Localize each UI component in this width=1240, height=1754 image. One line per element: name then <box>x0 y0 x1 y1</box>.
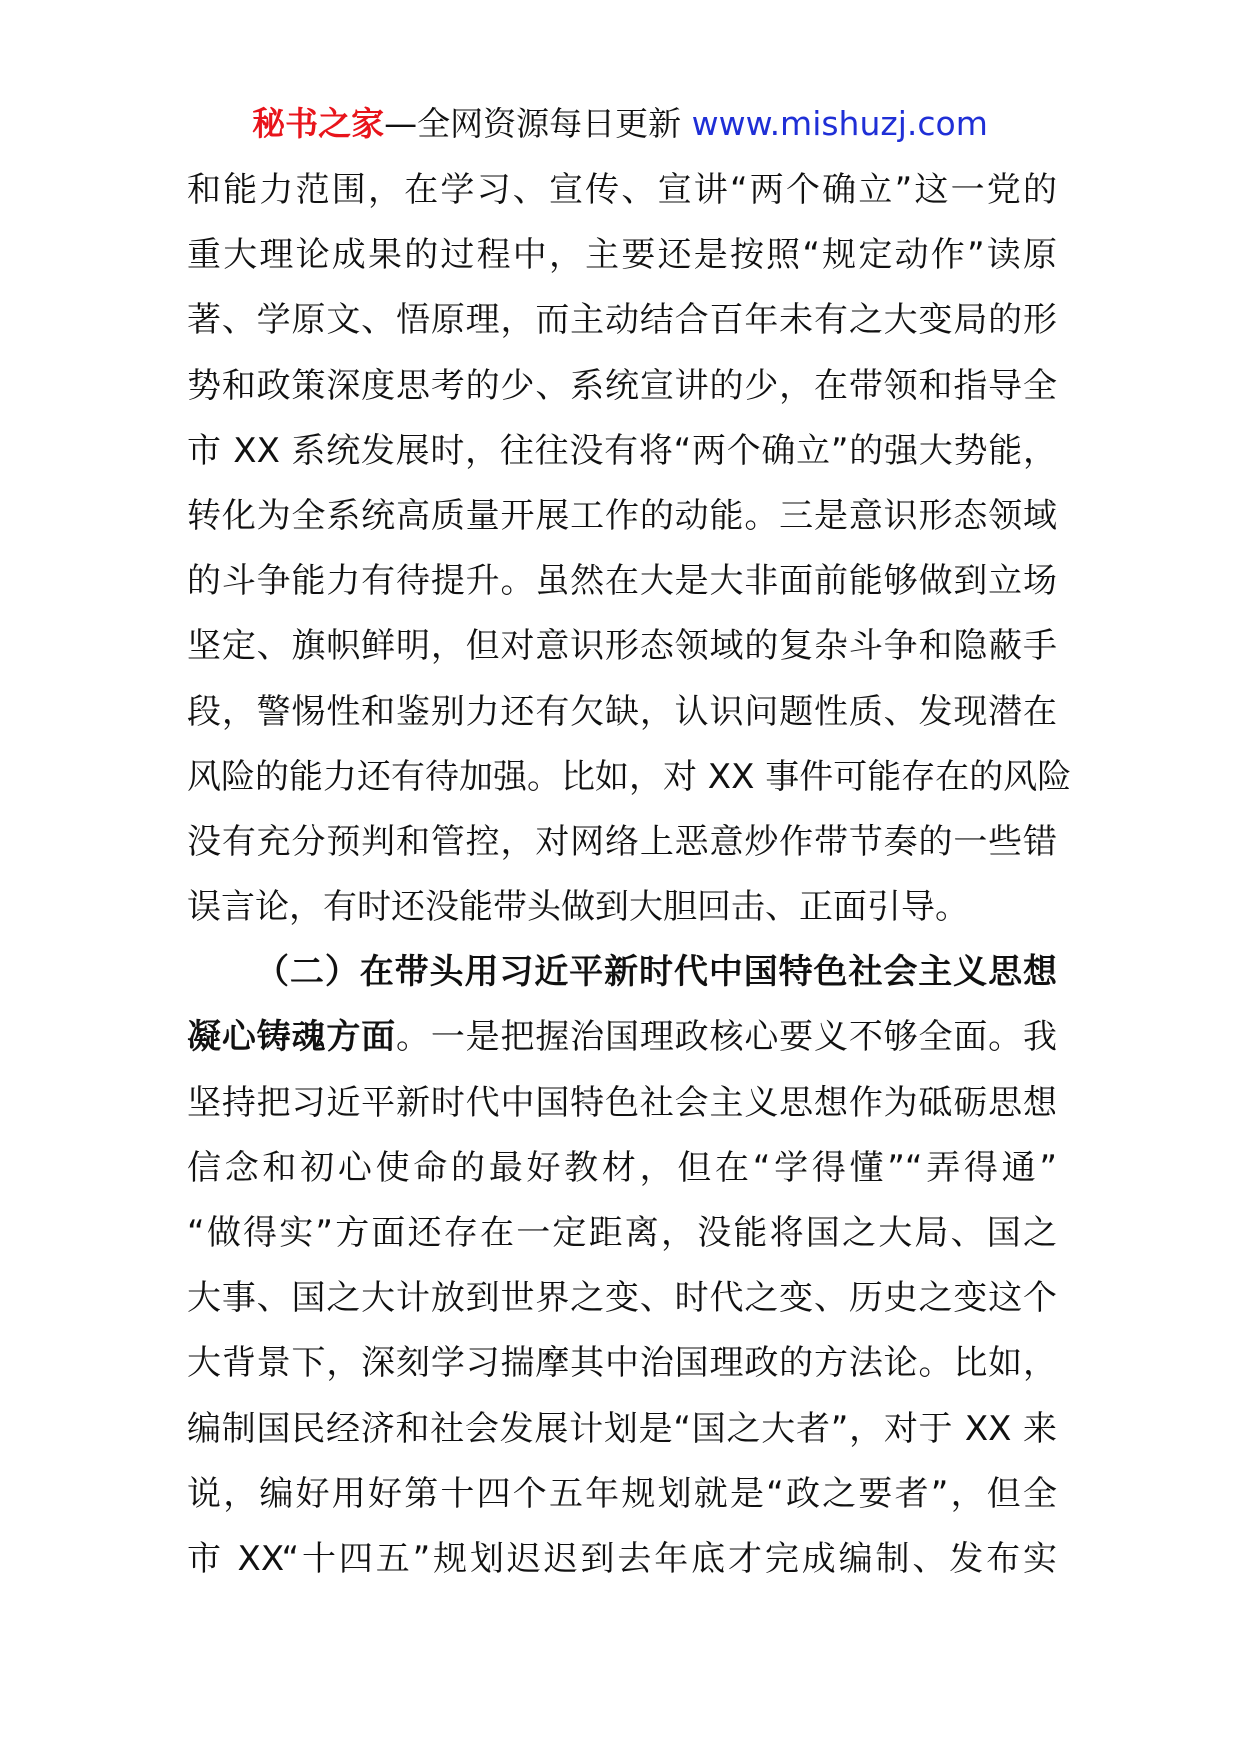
site-brand: 秘书之家 <box>252 104 385 143</box>
text-line: 著、学原文、悟原理，而主动结合百年未有之大变局的形 <box>187 300 1057 341</box>
text-line: 和能力范围，在学习、宣传、宣讲“两个确立”这一党的 <box>187 170 1057 210</box>
text-line: 大事、国之大计放到世界之变、时代之变、历史之变这个 <box>187 1278 1057 1319</box>
text-line: 势和政策深度思考的少、系统宣讲的少，在带领和指导全 <box>187 365 1057 406</box>
text-line: 编制国民经济和社会发展计划是“国之大者”，对于 XX 来 <box>187 1408 1057 1449</box>
text-line: 段，警惕性和鉴别力还有欠缺，认识问题性质、发现潜在 <box>187 691 1057 732</box>
text-line: 转化为全系统高质量开展工作的动能。三是意识形态领域 <box>187 495 1057 536</box>
text-line: 市 XX“十四五”规划迟迟到去年底才完成编制、发布实 <box>187 1538 1057 1579</box>
text-line: 说，编好用好第十四个五年规划就是“政之要者”，但全 <box>187 1473 1057 1514</box>
section-text: 。一是把握治国理政核心要义不够全面。我 <box>396 1017 1057 1058</box>
site-url-link[interactable]: www.mishuzj.com <box>691 104 988 143</box>
text-line: 的斗争能力有待提升。虽然在大是大非面前能够做到立场 <box>187 561 1057 602</box>
text-line: 重大理论成果的过程中，主要还是按照“规定动作”读原 <box>187 235 1057 276</box>
text-line: 坚持把习近平新时代中国特色社会主义思想作为砥砺思想 <box>187 1082 1057 1123</box>
text-line: 市 XX 系统发展时，往往没有将“两个确立”的强大势能， <box>187 430 1057 471</box>
section-heading-cont: 凝心铸魂方面 <box>187 1017 396 1058</box>
text-line: 信念和初心使命的最好教材，但在“学得懂”“弄得通” <box>187 1147 1057 1188</box>
text-line: 风险的能力还有待加强。比如，对 XX 事件可能存在的风险 <box>187 756 1072 797</box>
document-body <box>187 158 1072 1592</box>
text-line: 坚定、旗帜鲜明，但对意识形态领域的复杂斗争和隐蔽手 <box>187 626 1057 667</box>
text-line <box>187 1005 1057 1070</box>
site-tagline: —全网资源每日更新 <box>384 104 682 143</box>
site-header <box>0 100 1240 148</box>
text-line: 大背景下，深刻学习揣摩其中治国理政的方法论。比如， <box>187 1343 1057 1384</box>
text-line: “做得实”方面还存在一定距离，没能将国之大局、国之 <box>187 1213 1057 1253</box>
text-line: 没有充分预判和管控，对网络上恶意炒作带节奏的一些错 <box>187 821 1057 862</box>
text-line: 误言论，有时还没能带头做到大胆回击、正面引导。 <box>187 887 969 928</box>
section-heading: （二）在带头用习近平新时代中国特色社会主义思想 <box>255 952 1057 993</box>
